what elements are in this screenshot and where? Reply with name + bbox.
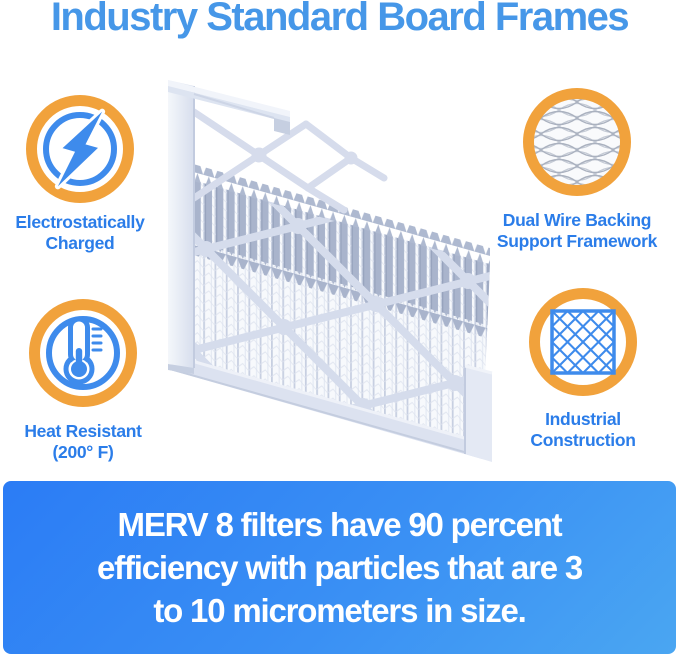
feature-label [0, 212, 180, 254]
air-filter-illustration [158, 66, 503, 481]
feature-label [0, 421, 183, 463]
feature-label-line: Construction [530, 430, 636, 450]
merv-info-banner [3, 481, 676, 654]
banner-text-line: to 10 micrometers in size. [153, 592, 526, 629]
feature-label-line: (200° F) [52, 442, 114, 462]
feature-label-line: Heat Resistant [24, 421, 142, 441]
banner-text-line: MERV 8 filters have 90 percent [117, 506, 562, 543]
feature-label [483, 409, 679, 451]
wire-mesh-icon [517, 82, 637, 202]
feature-label [477, 210, 677, 252]
banner-text-line: efficiency with particles that are 3 [97, 549, 582, 586]
filter-pleats [158, 66, 503, 481]
feature-label-line: Electrostatically [15, 212, 145, 232]
feature-label-line: Dual Wire Backing [502, 210, 652, 230]
feature-label-line: Support Framework [496, 231, 658, 251]
diamond-lattice-icon [523, 282, 643, 402]
feature-label-line: Charged [45, 233, 115, 253]
feature-label-line: Industrial [545, 409, 621, 429]
thermometer-icon [23, 293, 143, 413]
page-title: Industry Standard Board Frames [50, 0, 629, 39]
lightning-bolt-icon [20, 89, 140, 209]
